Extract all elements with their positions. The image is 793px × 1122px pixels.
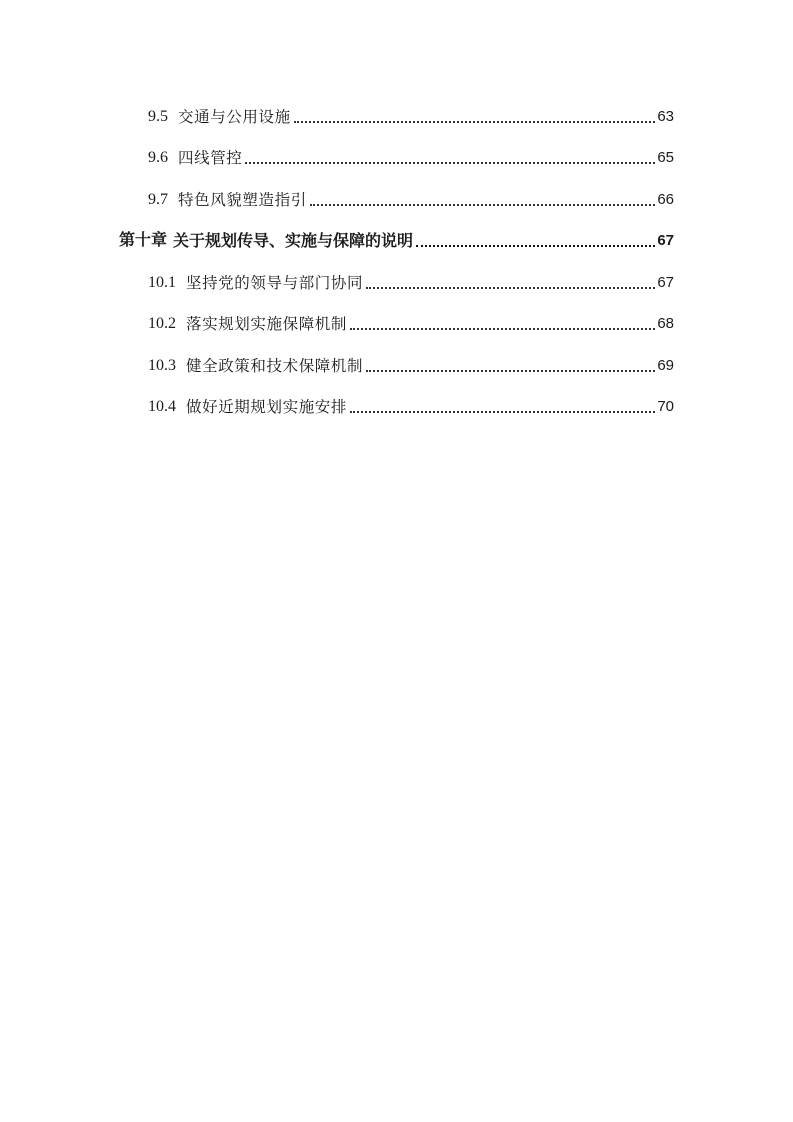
toc-entry-page: 67 bbox=[657, 274, 674, 291]
toc-entry-page: 70 bbox=[657, 398, 674, 415]
toc-entry-number: 10.2 bbox=[148, 315, 176, 332]
toc-entry-number: 第十章 bbox=[119, 232, 168, 249]
toc-entry-title: 做好近期规划实施安排 bbox=[186, 398, 348, 416]
toc-entry-9-5[interactable] bbox=[0, 98, 793, 128]
toc-entry-number: 9.7 bbox=[148, 191, 168, 208]
dot-leader bbox=[350, 328, 655, 330]
toc-entry-chapter-10[interactable] bbox=[0, 222, 793, 252]
toc-entry-10-2[interactable] bbox=[0, 305, 793, 335]
dot-leader bbox=[366, 370, 655, 372]
toc-entry-number: 9.6 bbox=[148, 149, 168, 166]
toc-entry-page: 65 bbox=[657, 149, 674, 166]
dot-leader bbox=[366, 287, 655, 289]
toc-entry-number: 9.5 bbox=[148, 108, 168, 125]
toc-entry-title: 交通与公用设施 bbox=[178, 108, 291, 126]
toc-entry-page: 63 bbox=[657, 108, 674, 125]
toc-entry-page: 69 bbox=[657, 357, 674, 374]
toc-entry-10-3[interactable] bbox=[0, 347, 793, 377]
dot-leader bbox=[245, 162, 655, 164]
dot-leader bbox=[350, 411, 655, 413]
toc-entry-title: 四线管控 bbox=[178, 149, 243, 167]
toc-entry-title: 落实规划实施保障机制 bbox=[186, 315, 348, 333]
toc-entry-9-7[interactable] bbox=[0, 181, 793, 211]
dot-leader bbox=[310, 204, 656, 206]
toc-entry-page: 66 bbox=[657, 191, 674, 208]
toc-entry-number: 10.3 bbox=[148, 357, 176, 374]
toc-entry-title: 特色风貌塑造指引 bbox=[178, 191, 307, 209]
toc-entry-title: 健全政策和技术保障机制 bbox=[186, 357, 364, 375]
toc-entry-9-6[interactable] bbox=[0, 139, 793, 169]
toc-entry-page: 67 bbox=[657, 232, 674, 249]
toc-entry-title: 坚持党的领导与部门协同 bbox=[186, 274, 364, 292]
toc-entry-title: 关于规划传导、实施与保障的说明 bbox=[173, 231, 414, 250]
toc-entry-number: 10.1 bbox=[148, 274, 176, 291]
toc-entry-10-4[interactable] bbox=[0, 388, 793, 418]
dot-leader bbox=[294, 121, 656, 123]
toc-entry-page: 68 bbox=[657, 315, 674, 332]
toc-entry-10-1[interactable] bbox=[0, 264, 793, 294]
dot-leader bbox=[416, 245, 655, 247]
toc-entry-number: 10.4 bbox=[148, 398, 176, 415]
